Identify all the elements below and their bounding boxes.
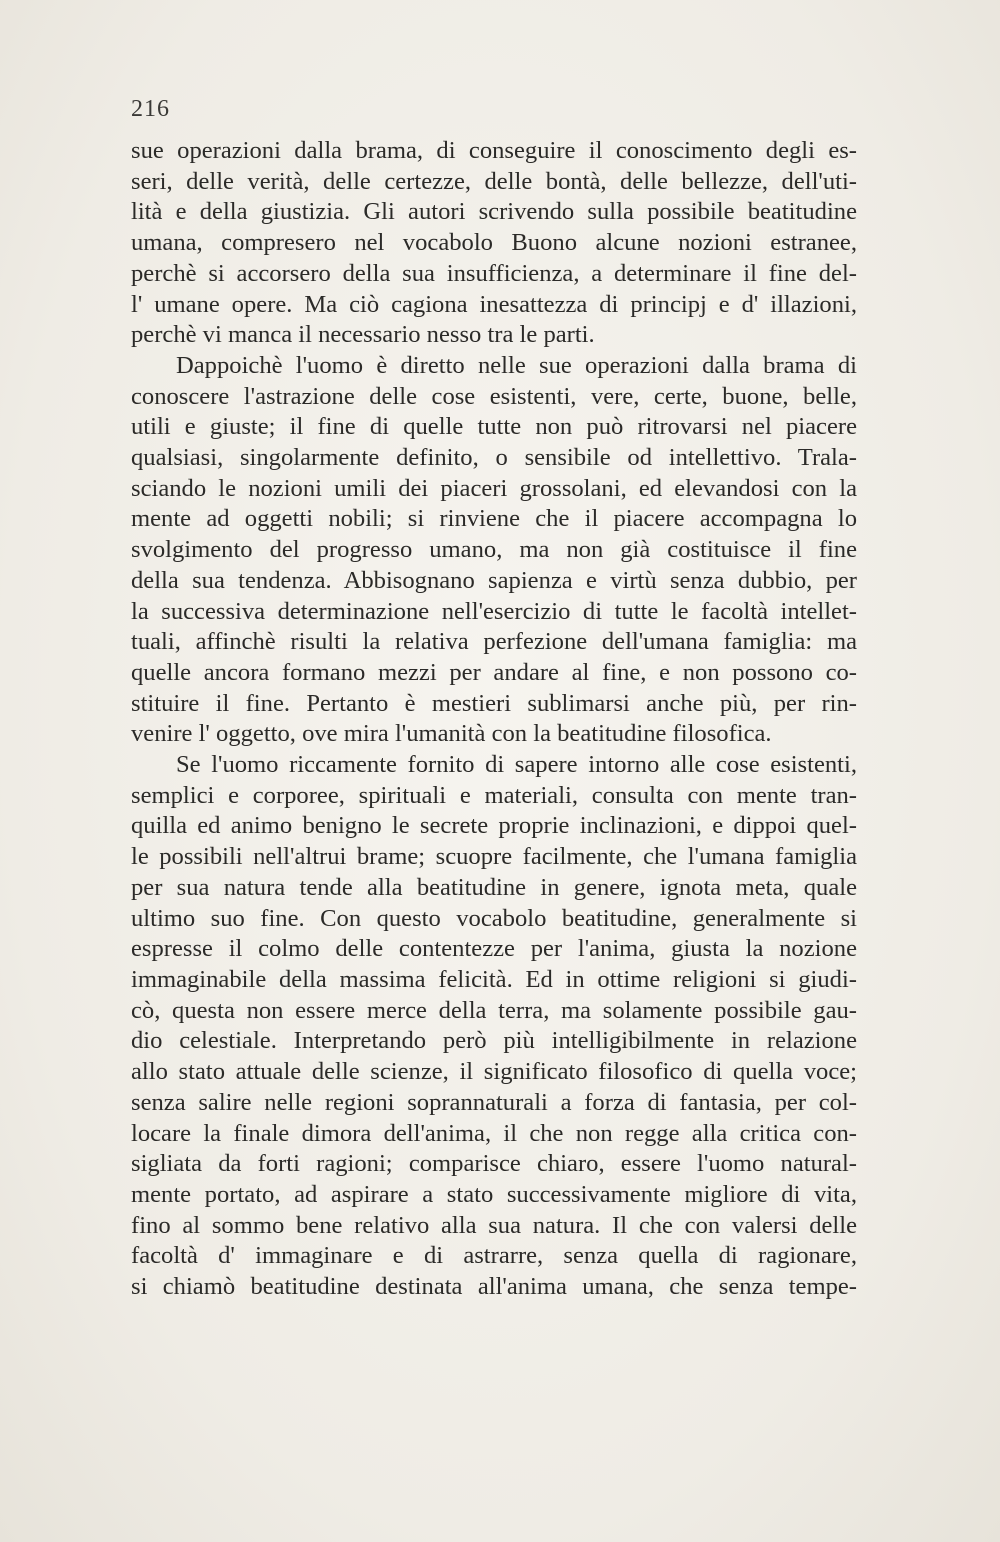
text-line: Se l'uomo riccamente fornito di sapere intorno alle cose esistenti, <box>176 751 857 779</box>
text-line: cò, questa non essere merce della terra, ma solamente possibile gau- <box>131 996 857 1024</box>
text-line: fino al sommo bene relativo alla sua natura. Il che con valersi delle <box>131 1211 857 1239</box>
text-line: la successiva determinazione nell'esercizio di tutte le facoltà intellet- <box>131 597 857 625</box>
text-line: perchè vi manca il necessario nesso tra le parti. <box>131 321 595 349</box>
text-line: qualsiasi, singolarmente definito, o sensibile od intellettivo. Trala- <box>131 444 857 472</box>
text-line: lità e della giustizia. Gli autori scrivendo sulla possibile beatitudine <box>131 198 857 226</box>
text-line: stituire il fine. Pertanto è mestieri sublimarsi anche più, per rin- <box>131 689 857 717</box>
text-line: mente ad oggetti nobili; si rinviene che il piacere accompagna lo <box>131 505 857 533</box>
body-text <box>131 136 857 1303</box>
text-line: si chiamò beatitudine destinata all'anima umana, che senza tempe- <box>131 1273 857 1301</box>
text-line: sciando le nozioni umili dei piaceri grossolani, ed elevandosi con la <box>131 474 857 502</box>
text-line: tuali, affinchè risulti la relativa perfezione dell'umana famiglia: ma <box>131 628 857 656</box>
text-line: svolgimento del progresso umano, ma non già costituisce il fine <box>131 536 857 564</box>
text-line: immaginabile della massima felicità. Ed in ottime religioni si giudi- <box>131 965 857 993</box>
text-line: sue operazioni dalla brama, di conseguire il conoscimento degli es- <box>131 137 857 164</box>
page-number: 216 <box>131 96 170 122</box>
text-line: utili e giuste; il fine di quelle tutte non può ritrovarsi nel piacere <box>131 413 857 441</box>
text-line: umana, compresero nel vocabolo Buono alcune nozioni estranee, <box>131 229 857 257</box>
text-line: quilla ed animo benigno le secrete proprie inclinazioni, e dippoi quel- <box>131 812 857 840</box>
text-line: seri, delle verità, delle certezze, delle bontà, delle bellezze, dell'uti- <box>131 167 857 195</box>
text-line: Dappoichè l'uomo è diretto nelle sue operazioni dalla brama di <box>176 351 857 379</box>
text-line: semplici e corporee, spirituali e materiali, consulta con mente tran- <box>131 781 857 809</box>
text-line: ultimo suo fine. Con questo vocabolo beatitudine, generalmente si <box>131 904 857 932</box>
text-line: dio celestiale. Interpretando però più intelligibilmente in relazione <box>131 1027 857 1055</box>
text-line: venire l' oggetto, ove mira l'umanità con la beatitudine filosofica. <box>131 720 772 748</box>
text-line: perchè si accorsero della sua insufficienza, a determinare il fine del- <box>131 259 857 287</box>
text-line: senza salire nelle regioni soprannaturali a forza di fantasia, per col- <box>131 1088 857 1116</box>
text-line: sigliata da forti ragioni; comparisce chiaro, essere l'uomo natural- <box>131 1150 857 1178</box>
text-line: allo stato attuale delle scienze, il significato filosofico di quella voce; <box>131 1058 857 1086</box>
text-line: conoscere l'astrazione delle cose esistenti, vere, certe, buone, belle, <box>131 382 857 410</box>
text-line: della sua tendenza. Abbisognano sapienza e virtù senza dubbio, per <box>131 566 857 594</box>
text-line: mente portato, ad aspirare a stato successivamente migliore di vita, <box>131 1180 857 1208</box>
text-line: facoltà d' immaginare e di astrarre, senza quella di ragionare, <box>131 1242 857 1270</box>
text-line: l' umane opere. Ma ciò cagiona inesattezza di principj e d' illazioni, <box>131 290 857 318</box>
text-line: le possibili nell'altrui brame; scuopre facilmente, che l'umana famiglia <box>131 843 857 871</box>
text-line: espresse il colmo delle contentezze per l'anima, giusta la nozione <box>131 935 857 963</box>
text-line: locare la finale dimora dell'anima, il che non regge alla critica con- <box>131 1119 857 1147</box>
text-line: quelle ancora formano mezzi per andare al fine, e non possono co- <box>131 658 857 686</box>
text-line: per sua natura tende alla beatitudine in genere, ignota meta, quale <box>131 873 857 901</box>
